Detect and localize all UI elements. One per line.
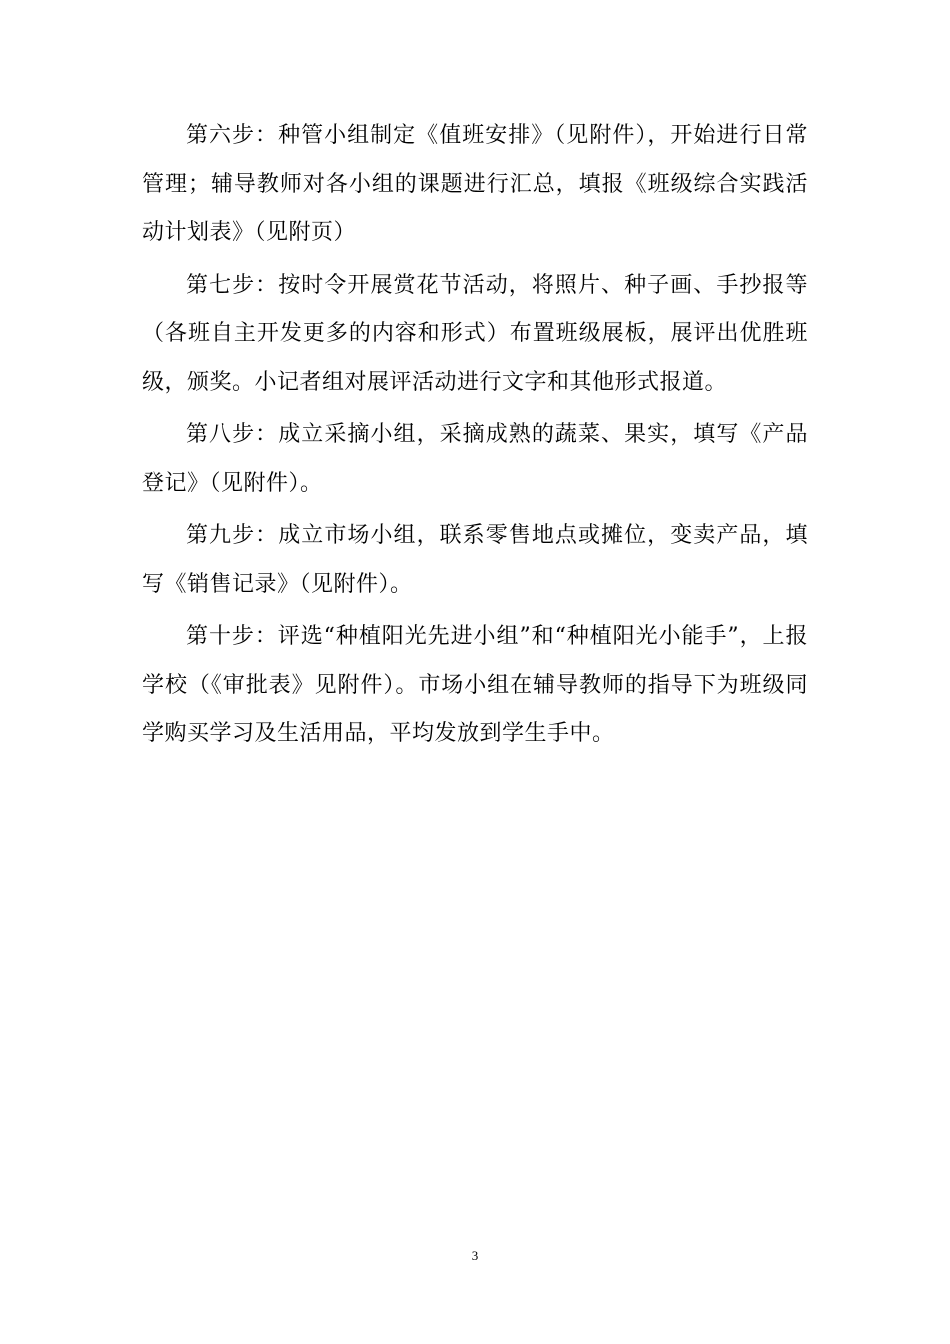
paragraph-step-9: 第九步：成立市场小组，联系零售地点或摊位，变卖产品，填写《销售记录》（见附件）。: [142, 523, 808, 597]
document-body: [142, 112, 808, 763]
paragraph-step-6: 第六步：种管小组制定《值班安排》（见附件），开始进行日常管理；辅导教师对各小组的课题进行汇总，填报《班级综合实践活动计划表》（见附页）: [142, 123, 808, 245]
page-number: 3: [471, 1248, 479, 1263]
paragraph-step-8: 第八步：成立采摘小组，采摘成熟的蔬菜、果实，填写《产品登记》（见附件）。: [142, 422, 808, 496]
paragraph-step-10: 第十步：评选“种植阳光先进小组”和“种植阳光小能手”，上报学校（《审批表》见附件）。市场小组在辅导教师的指导下为班级同学购买学习及生活用品，平均发放到学生手中。: [142, 624, 808, 746]
paragraph-step-7: 第七步：按时令开展赏花节活动，将照片、种子画、手抄报等（各班自主开发更多的内容和形式）布置班级展板，展评出优胜班级，颁奖。小记者组对展评活动进行文字和其他形式报道。: [142, 272, 808, 395]
